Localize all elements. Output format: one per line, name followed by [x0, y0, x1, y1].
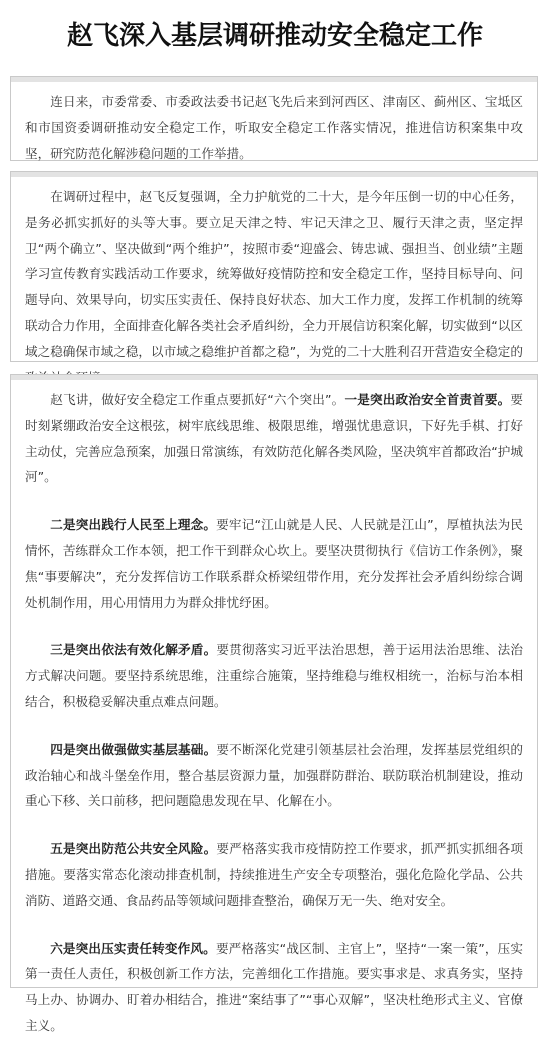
point-paragraph-5	[25, 836, 523, 913]
intro-box	[10, 76, 538, 161]
point-paragraph-1	[25, 387, 523, 490]
intro-paragraph: 连日来，市委常委、市委政法委书记赵飞先后来到河西区、津南区、蓟州区、宝坻区和市国资委调研推动安全稳定工作，听取安全稳定工作落实情况，推进信访积案集中攻坚，研究防范化解涉稳问题的工作举措。	[25, 94, 523, 161]
point-paragraph-3	[25, 637, 523, 714]
point-heading-3: 三是突出依法有效化解矛盾。	[50, 642, 217, 658]
point-heading-6: 六是突出压实责任转变作风。	[50, 940, 216, 956]
point-body-1: 要时刻紧绷政治安全这根弦，树牢底线思维、极限思维，增强忧患意识，下好先手棋、打好主动仗，完善应急预案，加强日常演练，有效防范化解各类风险，坚决筑牢首都政治“护城河”。	[25, 392, 523, 485]
point-body-4: 要不断深化党建引领基层社会治理，发挥基层党组织的政治轴心和战斗堡垒作用，整合基层资源力量，加强群防群治、联防联治机制建设，推动重心下移、关口前移，把问题隐患发现在早、化解在小。	[25, 741, 524, 809]
point-body-5: 要严格落实我市疫情防控工作要求，抓严抓实抓细各项措施。要落实常态化滚动排查机制，持续推进生产安全专项整治，强化危险化学品、公共消防、道路交通、食品药品等领域问题排查整治，确保万无一失、绝对安全。	[25, 841, 524, 908]
point-heading-1: 一是突出政治安全首责首要。	[344, 392, 511, 407]
point-heading-5: 五是突出防范公共安全风险。	[50, 841, 217, 857]
context-paragraph: 在调研过程中，赵飞反复强调，全力护航党的二十大，是今年压倒一切的中心任务，是务必抓实抓好的头等大事。要立足天津之特、牢记天津之卫、履行天津之责，坚定捍卫“两个确立”、坚决做到“两个维护”，按照市委“迎盛会、铸忠诚、强担当、创业绩”主题学习宣传教育实践活动工作要求，统筹做好疫情防控和安全稳定工作，坚持目标导向、问题导向、效果导向，切实压实责任、保持良好状态、加大工作力度，发挥工作机制的统筹联动合力作用，全面排查化解各类社会矛盾纠纷，全力开展信访积案化解，切实做到“以区域之稳确保市域之稳，以市域之稳维护首都之稳”，为党的二十大胜利召开营造安全稳定的	[25, 189, 523, 359]
point-body-6: 要严格落实“战区制、主官上”，坚持“一案一策”，压实第一责任人责任，积极创新工作方法，完善细化工作措施。要实事求是、求真务实，坚持马上办、协调办、盯着办相结合，推进“案结事了”“事心双解”，坚决杜绝形式主义、官僚主义。	[25, 940, 523, 1033]
point-heading-2: 二是突出践行人民至上理念。	[50, 517, 217, 533]
point-paragraph-4	[25, 737, 523, 814]
points-intro: 赵飞讲，做好安全稳定工作重点要抓好“六个突出”。	[50, 392, 345, 407]
point-body-3: 要贯彻落实习近平法治思想，善于运用法治思维、法治方式解决问题。要坚持系统思维，注重综合施策，坚持维稳与维权相统一，治标与治本相结合，积极稳妥解决重点难点问题。	[25, 642, 524, 709]
point-paragraph-2	[25, 512, 523, 615]
point-heading-4: 四是突出做强做实基层基础。	[50, 741, 217, 757]
points-box	[10, 374, 538, 1033]
context-box	[10, 171, 538, 362]
point-paragraph-6	[25, 936, 523, 1039]
article-title: 赵飞深入基层调研推动安全稳定工作	[66, 21, 483, 51]
point-body-2: 要牢记“江山就是人民、人民就是江山”，厚植执法为民情怀，苦练群众工作本领，把工作干到群众心坎上。要坚决贯彻执行《信访工作条例》，聚焦“事要解决”，充分发挥信访工作联系群众桥梁纽带作用，充分发挥社会矛盾纠纷综合调处机制作用，用心用情用力为群众排忧纾困。	[25, 517, 523, 610]
